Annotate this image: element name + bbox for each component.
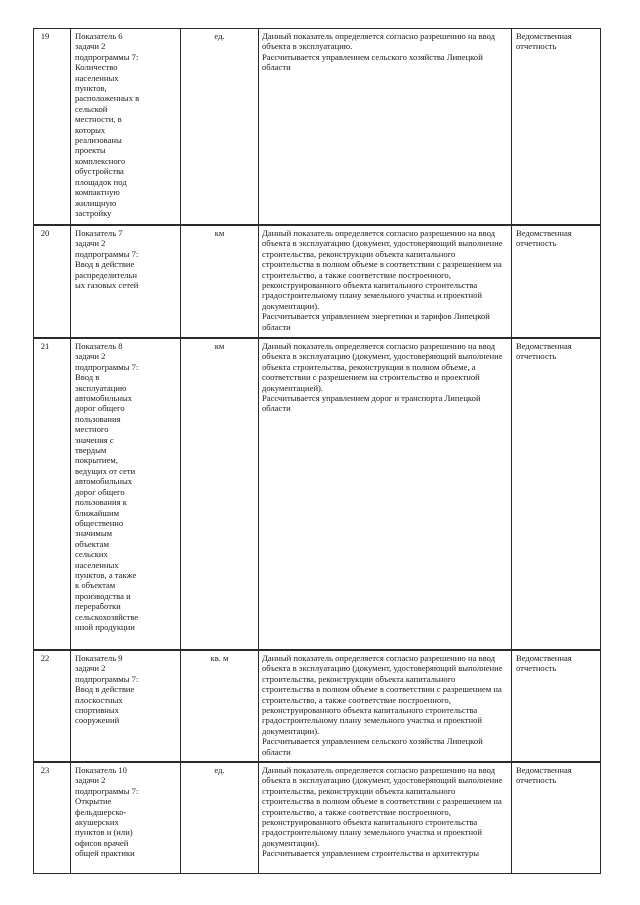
calculation-method [258,28,512,225]
indicator-name: Показатель 6 задачи 2 подпрограммы 7: Количество населенных пунктов, расположенных в сельской местности, в которых реализованы проекты комплексного обустройства площадок под компактную жилищную застройку [70,28,181,225]
row-number: 23 [33,762,71,874]
row-number: 20 [33,225,71,338]
row-number: 22 [33,650,71,762]
unit-of-measure: ед. [180,28,259,225]
indicator-name: Показатель 10 задачи 2 подпрограммы 7: Открытие фельдшерско- акушерских пунктов и (или) офисов врачей общей практики [70,762,181,874]
indicator-name: Показатель 7 задачи 2 подпрограммы 7: Ввод в действие распределительн ых газовых сетей [70,225,181,338]
data-source [511,28,601,225]
unit-of-measure: км [180,338,259,650]
indicator-name: Показатель 9 задачи 2 подпрограммы 7: Ввод в действие плоскостных спортивных сооружений [70,650,181,762]
source-text: Ведомственная отчетность [516,653,572,674]
responsible-text: Рассчитывается управлением строительства и архитектуры [262,848,480,859]
table-row [33,650,601,762]
table-row [33,338,601,650]
method-text: Данный показатель определяется согласно разрешению на ввод объекта в эксплуатацию (документ, удостоверяющий выполнение строительства, реконструкции объекта капитального строительства в полном объеме в соответствии с разрешением на строительство, а также соответствие построенного, реконструированного объекта капитального строительства градостроительному плану земельного участка и проектной документации). [262,653,503,736]
calculation-method [258,762,512,874]
calculation-method [258,225,512,338]
source-text: Ведомственная отчетность [516,341,572,362]
table-row [33,28,601,225]
source-text: Ведомственная отчетность [516,31,572,52]
responsible-text: Рассчитывается управлением дорог и транспорта Липецкой области [262,393,481,414]
row-number: 19 [33,28,71,225]
method-text: Данный показатель определяется согласно разрешению на ввод объекта в эксплуатацию. [262,31,495,52]
unit-of-measure: кв. м [180,650,259,762]
source-text: Ведомственная отчетность [516,228,572,249]
table-row [33,762,601,874]
data-source [511,650,601,762]
method-text: Данный показатель определяется согласно разрешению на ввод объекта в эксплуатацию (документ, удостоверяющий выполнение строительства, реконструкции объекта капитального строительства в полном объеме в соответствии с разрешением на строительство, а также соответствие построенного, реконструированного объекта капитального строительства градостроительному плану земельного участка и проектной документации). [262,228,503,311]
method-text: Данный показатель определяется согласно разрешению на ввод объекта в эксплуатацию (документ, удостоверяющий выполнение объекта строительства, реконструкции в полном объеме, а соответствии с разрешением на строительство и проектной документацией). [262,341,503,393]
table-row [33,225,601,338]
data-source [511,225,601,338]
calculation-method [258,650,512,762]
unit-of-measure: км [180,225,259,338]
source-text: Ведомственная отчетность [516,765,572,786]
responsible-text: Рассчитывается управлением сельского хозяйства Липецкой области [262,736,483,757]
responsible-text: Рассчитывается управлением сельского хозяйства Липецкой области [262,51,483,73]
unit-of-measure: ед. [180,762,259,874]
indicator-name: Показатель 8 задачи 2 подпрограммы 7: Ввод в эксплуатацию автомобильных дорог общего пользования местного значения с твердым покрытием, ведущих от сети автомобильных дорог общего пользования к ближайшим общественно значимым объектам сельских населенных пунктов, а также к объектам производства и переработки сельскохозяйстве нной продукции [70,338,181,650]
row-number: 21 [33,338,71,650]
calculation-method [258,338,512,650]
responsible-text: Рассчитывается управлением энергетики и тарифов Липецкой области [262,311,490,332]
method-text: Данный показатель определяется согласно разрешению на ввод объекта в эксплуатацию (документ, удостоверяющий выполнение строительства, реконструкции объекта капитального строительства в полном объеме в соответствии с разрешением на строительство, а также соответствие построенного, реконструированного объекта капитального строительства градостроительному плану земельного участка и проектной документации). [262,765,503,848]
data-source [511,338,601,650]
data-source [511,762,601,874]
